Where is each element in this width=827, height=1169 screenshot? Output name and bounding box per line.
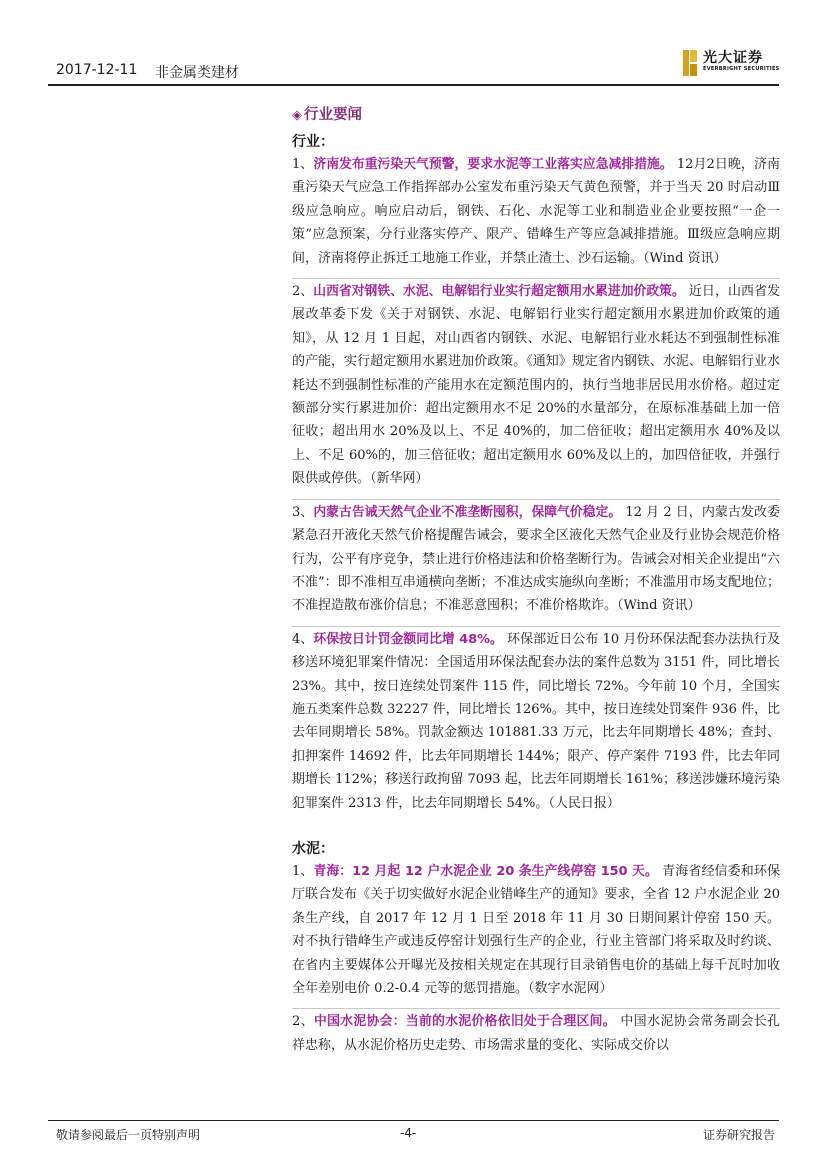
header-date: 2017-12-11 bbox=[56, 62, 138, 78]
news-item-number: 1、 bbox=[292, 157, 314, 172]
footer-rule bbox=[48, 1120, 779, 1121]
news-item-body: 12月2日晚，济南重污染天气应急工作指挥部办公室发布重污染天气黄色预警，并于当天 20 时启动Ⅲ级应急响应。响应启动后，钢铁、石化、水泥等工业和制造业企业要按照“一企一策”应急预案，分行业落实停产、限产、错峰生产等应急减排措施。Ⅲ级应急响应期间，济南将停止拆迁工地施工作业，并禁止渣土、沙石运输。（Wind 资讯） bbox=[292, 157, 780, 266]
news-item-headline: 环保按日计罚金额同比增 48%。 bbox=[313, 631, 503, 647]
news-item-headline: 青海：12 月起 12 户水泥企业 20 条生产线停窑 150 天。 bbox=[313, 863, 658, 879]
news-item-number: 4、 bbox=[292, 631, 314, 647]
footer-disclaimer: 敬请参阅最后一页特别声明 bbox=[56, 1128, 201, 1142]
news-item-number: 3、 bbox=[292, 504, 314, 520]
news-item-headline: 内蒙古告诫天然气企业不准垄断囤积，保障气价稳定。 bbox=[313, 504, 622, 520]
footer-report-type: 证券研究报告 bbox=[702, 1128, 775, 1142]
news-item-number: 1、 bbox=[292, 863, 314, 879]
news-item-body: 12 月 2 日，内蒙古发改委紧急召开液化天然气价格提醒告诫会，要求全区液化天然气企业及行业协会规范价格行为，公平有序竞争，禁止进行价格违法和价格垄断行为。告诫会对相关企业提出“六不准”：即不准相互串通横向垄断；不准达成实施纵向垄断；不准滥用市场支配地位；不准捏造散布涨价信息；不准恶意囤积；不准价格欺诈。（Wind 资讯） bbox=[292, 504, 780, 614]
news-item-headline: 济南发布重污染天气预警，要求水泥等工业落实应急减排措施。 bbox=[313, 157, 673, 172]
news-item-body: 青海省经信委和环保厅联合发布《关于切实做好水泥企业错峰生产的通知》要求，全省 12 户水泥企业 20 条生产线，自 2017 年 12 月 1 日至 2018 年 11 月 30 日期间累计停窑 150 天。对不执行错峰生产或违反停窑计划强行生产的企业，行业主管部门将采取及时约谈、在省内主要媒体公开曝光及按相关规定在其现行目录销售电价的基础上每千瓦时加收全年差别电价 0.2-0.4 元等的惩罚措施。（数字水泥网） bbox=[292, 863, 780, 996]
news-item-headline: 山西省对钢铁、水泥、电解铝行业实行超定额用水累进加价政策。 bbox=[313, 284, 685, 300]
section-title bbox=[292, 100, 780, 130]
category-label-cement: 水泥： bbox=[292, 840, 334, 857]
news-item-number: 2、 bbox=[292, 284, 314, 300]
news-item bbox=[292, 501, 780, 627]
news-section bbox=[292, 100, 780, 1067]
news-item bbox=[292, 628, 780, 823]
brand-logo bbox=[683, 50, 780, 80]
section-title-text: 行业要闻 bbox=[304, 107, 362, 123]
category-label-industry: 行业： bbox=[292, 134, 334, 150]
logo-name-en: EVERBRIGHT SECURITIES bbox=[703, 66, 780, 72]
diamond-bullet-icon: ◈ bbox=[292, 108, 302, 123]
header-rule bbox=[48, 84, 779, 86]
news-item bbox=[292, 1010, 780, 1065]
header-category: 非金属类建材 bbox=[155, 65, 239, 81]
news-item-body: 环保部近日公布 10 月份环保法配套办法执行及移送环境犯罪案件情况：全国适用环保法配套办法的案件总数为 3151 件，同比增长 23%。其中，按日连续处罚案件 115 件，同比增长 72%。今年前 10 个月，全国实施五类案件总数 32227 件，同比增长 126%。其中，按日连续处罚案件 936 件，比去年同期增长 58%。罚款金额达 101881.33 万元，比去年同期增长 48%；查封、扣押案件 14692 件，比去年同期增长 144%；限产、停产案件 7193 件，比去年同期增长 112%；移送行政拘留 7093 起，比去年同期增长 161%；移送涉嫌环境污染犯罪案件 2313 件，比去年同期增长 54%。（人民日报） bbox=[292, 631, 780, 811]
news-item-body: 近日，山西省发展改革委下发《关于对钢铁、水泥、电解铝行业实行超定额用水累进加价政策的通知》，从 12 月 1 日起，对山西省内钢铁、水泥、电解铝行业水耗达不到强制性标准的产能，实行超定额用水累进加价政策。《通知》规定省内钢铁、水泥、电解铝行业水耗达不到强制性标准的产能用水在定额范围内的，执行当地非居民用水价格。超过定额部分实行累进加价：超出定额用水不足 20%的水量部分，在原标准基础上加一倍征收；超出用水 20%及以上、不足 40%的，加二倍征收；超出定额用水 40%及以上、不足 60%的，加三倍征收；超出定额用水 60%及以上的，加四倍征收，并强行限供或停供。（新华网） bbox=[292, 284, 780, 487]
everbright-logo-icon bbox=[683, 50, 697, 76]
news-item-body: 中国水泥协会常务副会长孔祥忠称，从水泥价格历史走势、市场需求量的变化、实际成交价以 bbox=[292, 1014, 780, 1053]
news-item-number: 2、 bbox=[292, 1014, 314, 1030]
news-item bbox=[292, 153, 780, 279]
page-number: -4- bbox=[400, 1126, 417, 1140]
news-item bbox=[292, 280, 780, 500]
news-item-headline: 中国水泥协会：当前的水泥价格依旧处于合理区间。 bbox=[313, 1014, 616, 1030]
news-item bbox=[292, 860, 780, 1009]
logo-name-cn: 光大证券 bbox=[703, 50, 763, 66]
